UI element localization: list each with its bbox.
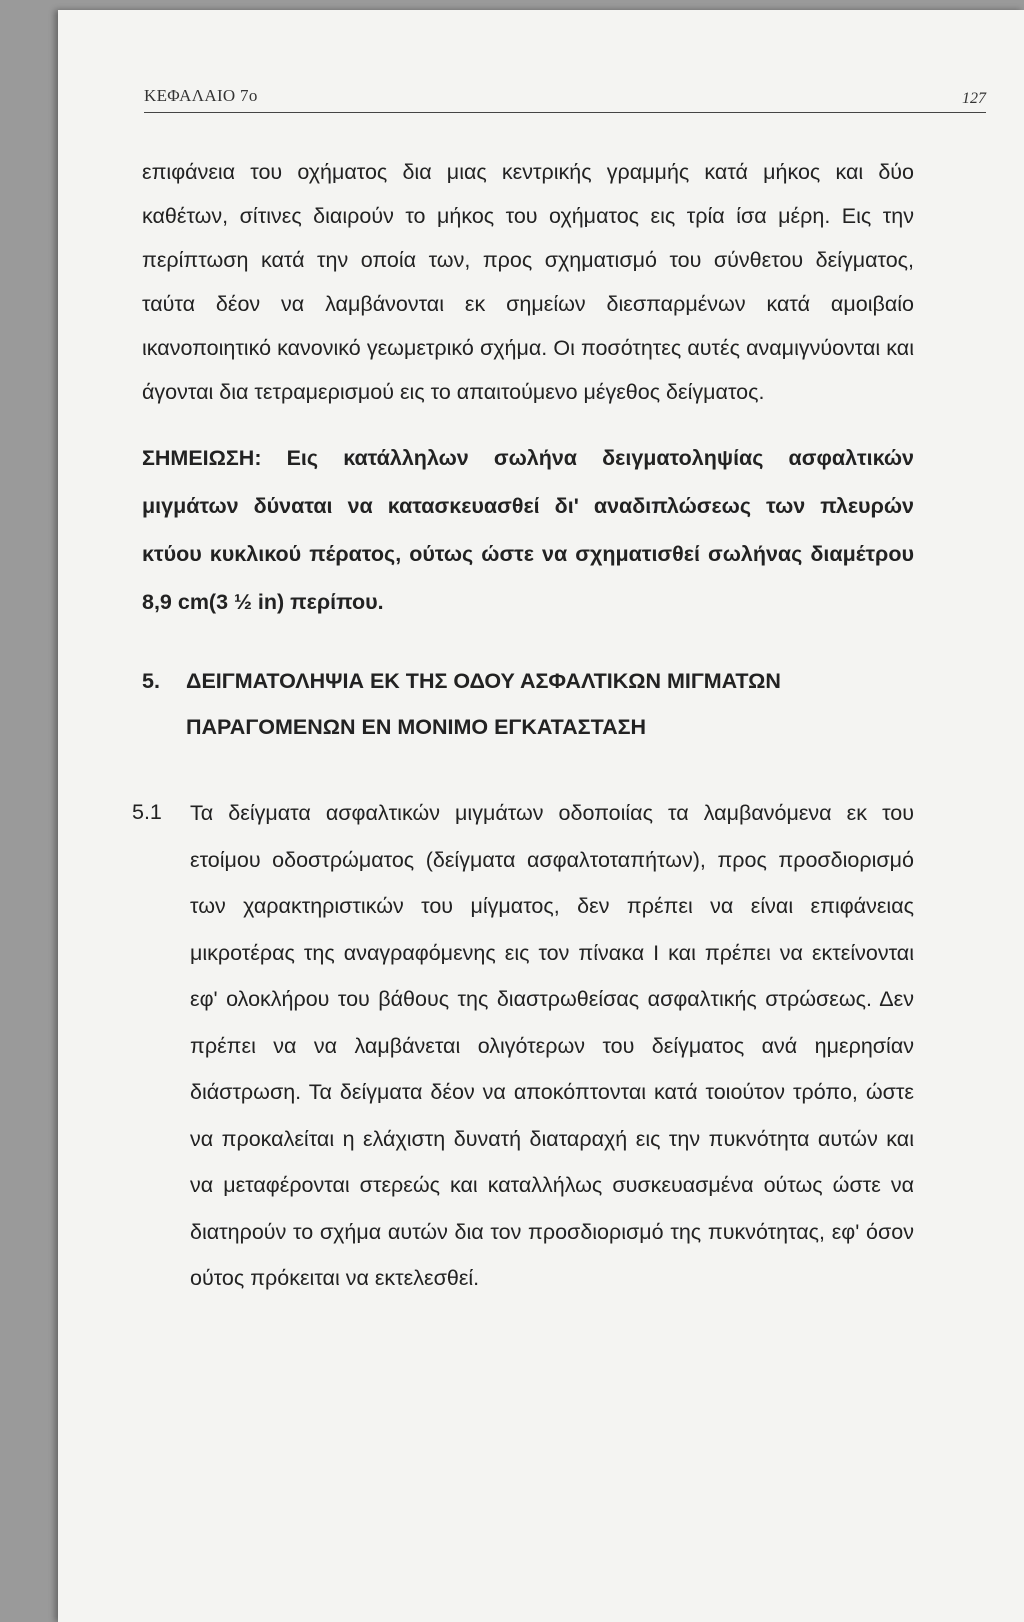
subsection-number: 5.1 xyxy=(132,800,162,824)
page-number: 127 xyxy=(962,90,986,107)
section-number: 5. xyxy=(142,669,160,693)
section-title: ΔΕΙΓΜΑΤΟΛΗΨΙΑ ΕΚ ΤΗΣ ΟΔΟΥ ΑΣΦΑΛΤΙΚΩΝ ΜΙΓΜΑΤΩΝ ΠΑΡΑΓΟΜΕΝΩΝ ΕΝ ΜΟΝΙΜΟ ΕΓΚΑΤΑΣΤΑΣΗ xyxy=(186,669,781,739)
document-body xyxy=(132,150,914,1302)
page-header xyxy=(144,78,986,113)
section-heading xyxy=(142,658,914,750)
note-paragraph: ΣΗΜΕΙΩΣΗ: Εις κατάλληλων σωλήνα δειγματοληψίας ασφαλτικών μιγμάτων δύναται να κατασκευασθεί δι' αναδιπλώσεως των πλευρών κτύου κυκλικού πέρατος, ούτως ώστε να σχηματισθεί σωλήνας διαμέτρου 8,9 cm(3 ½ in) περίπου. xyxy=(142,446,914,614)
subsection-5-1 xyxy=(132,790,914,1302)
subsection-paragraph: Τα δείγματα ασφαλτικών μιγμάτων οδοποιίας τα λαμβανόμενα εκ του ετοίμου οδοστρώματος (δείγματα ασφαλτοταπήτων), προς προσδιορισμό των χαρακτηριστικών του μίγματος, δεν πρέπει να είναι επιφάνειας μικροτέρας της αναγραφόμενης εις τον πίνακα I και πρέπει να εκτείνονται εφ' ολοκλήρου του βάθους της διαστρωθείσας ασφαλτικής στρώσεως. Δεν πρέπει να να λαμβάνεται ολιγότερων του δείγματος ανά ημερησίαν διάστρωση. Τα δείγματα δέον να αποκόπτονται κατά τοιούτον τρόπο, ώστε να προκαλείται η ελάχιστη δυνατή διαταραχή εις την πυκνότητα αυτών και να μεταφέρονται στερεώς και καταλλήλως συσκευασμένα ούτως ώστε να διατηρούν το σχήμα αυτών δια τον προσδιορισμό της πυκνότητας, εφ' όσον ούτος πρόκειται να εκτελεσθεί. xyxy=(190,801,914,1290)
intro-paragraph: επιφάνεια του οχήματος δια μιας κεντρικής γραμμής κατά μήκος και δύο καθέτων, σίτινες διαιρούν το μήκος του οχήματος εις τρία ίσα μέρη. Εις την περίπτωση κατά την οποία των, προς σχηματισμό του σύνθετου δείγματος, ταύτα δέον να λαμβάνονται εκ σημείων διεσπαρμένων κατά αμοιβαίο ικανοποιητικό κανονικό γεωμετρικό σχήμα. Οι ποσότητες αυτές αναμιγνύονται και άγονται δια τετραμερισμού εις το απαιτούμενο μέγεθος δείγματος. xyxy=(142,160,914,404)
chapter-label: ΚΕΦΑΛΑΙΟ 7ο xyxy=(144,86,258,105)
